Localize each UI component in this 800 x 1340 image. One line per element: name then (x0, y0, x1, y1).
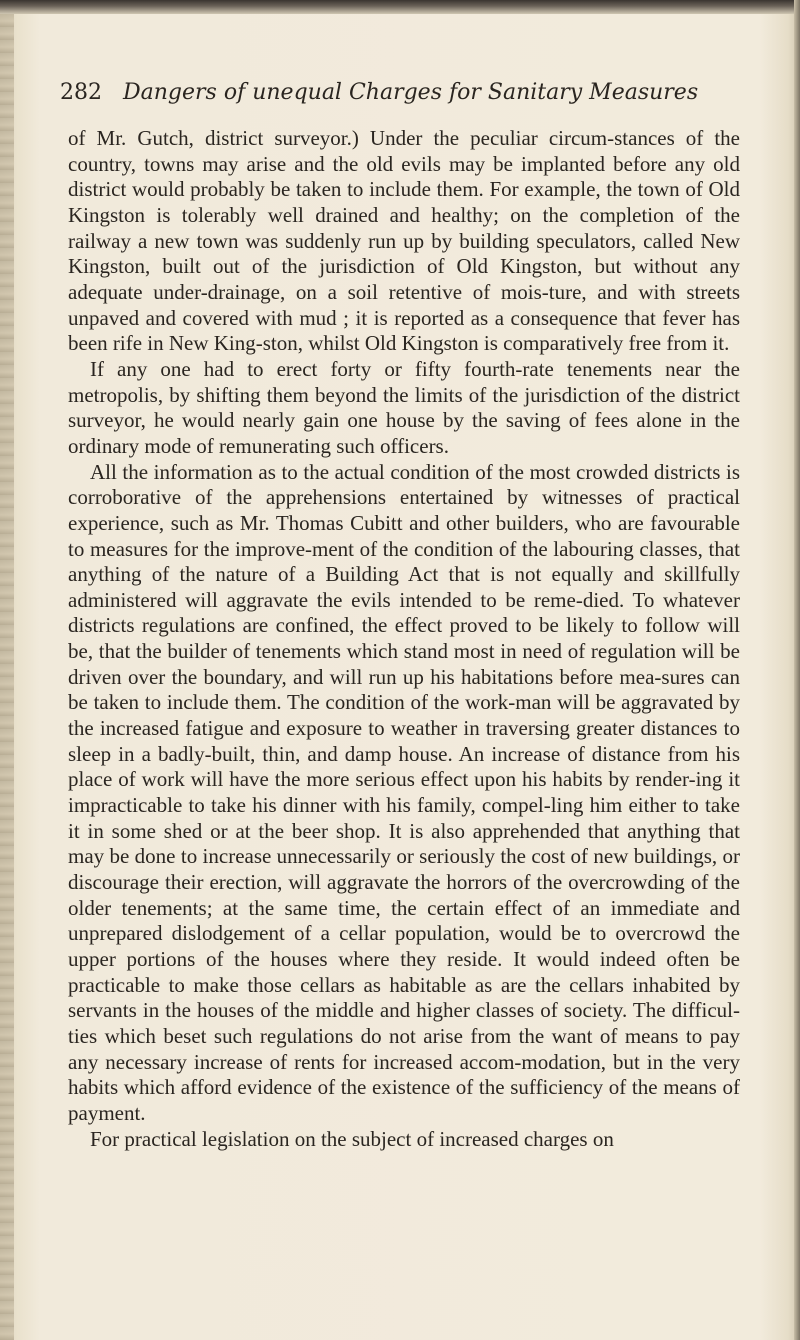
paragraph-4: For practical legislation on the subject of increased charges on (90, 1126, 614, 1151)
paragraph-1: of Mr. Gutch, district surveyor.) Under the peculiar circum-stances of the country, towns may arise and the old evils may be implanted before any old district would probably be taken to include them. For example, the town of Old Kingston is tolerably well drained and healthy; on the completion of the railway a new town was suddenly run up by building speculators, called New Kingston, built out of the jurisdiction of Old Kingston, but without any adequate under-drainage, on a soil retentive of mois-ture, and with streets unpaved and covered with mud ; it is reported as a consequence that fever has been rife in New King-ston, whilst Old Kingston is comparatively free from it. (68, 126, 740, 356)
running-title: Dangers of unequal Charges for Sanitary Measures (123, 80, 699, 105)
running-header (60, 73, 740, 113)
binding-gutter (0, 14, 14, 1340)
page-right-edge (794, 0, 800, 1340)
body-text (68, 126, 740, 1152)
paragraph-3: All the information as to the actual condition of the most crowded districts is corroborative of the apprehensions entertained by witnesses of practical experience, such as Mr. Thomas Cubitt and other builders, who are favourable to measures for the improve-ment of the condition of the labouring classes, that anything of the nature of a Building Act that is not equally and skillfully administered will aggravate the evils intended to be reme-died. To whatever districts regulations are confined, the effect proved to be likely to follow will be, that the builder of tenements which stand most in need of regulation will be driven over the boundary, and will run up his habitations before mea-sures can be taken to include them. The condition of the work-man will be aggravated by the increased fatigue and exposure to weather in traversing greater distances to sleep in a badly-built, thin, and damp house. An increase of distance from his place of work will have the more serious effect upon his habits by render-ing it impracticable to take his dinner with his family, compel-ling him either to take it in some shed or at the beer shop. It is also apprehended that anything that may be done to increase unnecessarily or seriously the cost of new buildings, or discourage their erection, will aggravate the horrors of the overcrowding of the older tenements; at the same time, the certain effect of an immediate and unprepared dislodgement of a cellar population, would be to overcrowd the upper portions of the houses where they reside. It would indeed often be practicable to make those cellars as habitable as are the cellars inhabited by servants in the houses of the middle and higher classes of society. The difficul-ties which beset such regulations do not arise from the want of means to pay any necessary increase of rents for increased accom-modation, but in the very habits which afford evidence of the existence of the sufficiency of the means of payment. (68, 459, 740, 1125)
page-top-edge (0, 0, 800, 14)
page-number: 282 (60, 80, 102, 105)
paragraph-2: If any one had to erect forty or fifty fourth-rate tenements near the metropolis, by shifting them beyond the limits of the jurisdiction of the district surveyor, he would nearly gain one house by the saving of fees alone in the ordinary mode of remunerating such officers. (68, 356, 740, 458)
